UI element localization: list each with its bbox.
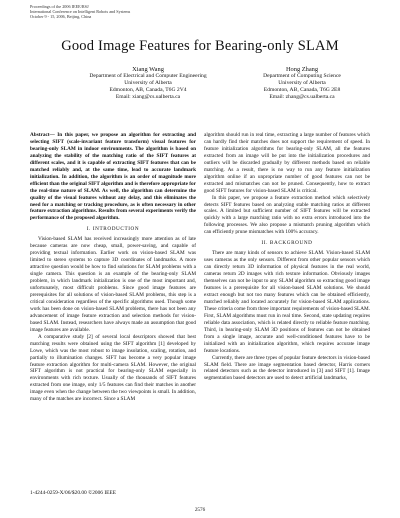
left-column — [30, 132, 196, 403]
paragraph: algorithm should run in real time, extracting a large number of features which can hardly find their matches does not support the requirement of speed. In feature initialization algorithms for bearing-only SLAM, all the features extracted from an image will be put into the initialization procedures and outliers will be discarded gradually by different methods based on reliable matching. As a result, there is no way to run any feature initialization algorithm online if an unpropriate number of good features can not be extracted and mismatches can not be pruned. Consequently, how to extract good SIFT features for vision-based SLAM is critical. — [204, 132, 370, 194]
proceedings-line-1: Proceedings of the 2006 IEEE/RSJ — [30, 4, 89, 9]
author-univ: University of Alberta — [124, 80, 172, 86]
page-number: 2576 — [194, 507, 206, 513]
author-block-1 — [58, 66, 238, 101]
author-email: Email: xiang@cs.ualberta.ca — [115, 94, 181, 100]
paragraph: There are many kinds of sensors to achieve SLAM. Vision-based SLAM uses cameras as the only sensors. Different from other popular sensors which can directly return 3D information of physical features in the real world, cameras return 2D images with rich texture information. Obviously images themselves can not be input to any SLAM algorithm so extracting good image features is a prerequisite for all vision-based SLAM solutions. We should extract enough but not too many features which can be obtained efficiently, matched reliably and located accurately for vision-based SLAM applications. These criteria come from three important requirements of vision-based SLAM. First, SLAM algorithms must run in real time. Second, state updating requires reliable data association, which is related directly to reliable feature matching. Third, in bearing-only SLAM 3D positions of features can not be obtained from a single image, accurate and well-conditioned features have to be initialized with an initialization algorithm, which requires accurate image feature locations. — [204, 250, 370, 354]
proceedings-line-2: International Conference on Intelligent Robots and Systems — [30, 9, 131, 15]
author-email: Email: zhang@cs.ualberta.ca — [269, 94, 335, 100]
section-heading-background: II. BACKGROUND — [261, 240, 313, 247]
paper-title: Good Image Features for Bearing-only SLAM — [61, 38, 339, 54]
isbn-footer: 1-4244-0259-X/06/$20.00 ©2006 IEEE — [30, 490, 116, 496]
paragraph: In this paper, we propose a feature extraction method which selectively detects SIFT features based on analyzing stable matching ratios at different scales. A limited but sufficient number of SIFT features will be extracted quickly with a large matching ratio with no extra errors introduced into the following processes. We also propose a mismatch pruning algorithm which can efficiently prune mismatches with 100% accuracy. — [204, 194, 370, 236]
author-univ: University of Alberta — [278, 80, 326, 86]
paragraph: Currently, there are three types of popular feature detectors in vision-based SLAM field. There are image segmentation based detector, Harris corners related detectors such as the detector introduced in [3] and SIFT [1]. Image segmentation based detectors are used to detect artificial landmarks, — [204, 354, 370, 382]
proceedings-line-3: October 9 - 15, 2006, Beijing, China — [30, 14, 92, 20]
author-dept: Department of Electrical and Computer Engineering — [89, 73, 207, 79]
right-column — [204, 132, 370, 382]
section-heading-introduction: I. INTRODUCTION — [86, 226, 140, 233]
paragraph: Vision-based SLAM has received increasingly more attention as of late because cameras are now cheap, small, power-saving, and capable of providing textual information. Earlier work on vision-based SLAM was limited to stereo systems to capture 3D coordinates of landmarks. A more attractive question would be how to find solutions for SLAM problems with a single camera. This question is an example of the bearing-only SLAM problem, in which landmark initialization is one of the most important and, unfortunately, most difficult problems. Since good image features are prerequisites for all solutions of vision-based SLAM problems, this step is a critical consideration regardless of the specific algorithms used. Though some work has been done on vision-based SLAM problems, there has not been any advancement of image feature extraction and selection methods for vision-based SLAM. Instead, researchers have always made an assumption that good image features are available. — [30, 236, 196, 333]
author-name: Xiang Wang — [132, 66, 164, 73]
author-address: Edmonton, AB, Canada, T6G 2V4 — [109, 87, 187, 93]
abstract: Abstract— In this paper, we propose an algorithm for extracting and selecting SIFT (scale-invariant feature transform) visual features for bearing-only SLAM in indoor environments. The algorithm is based on analyzing the stability of the matching ratio of the SIFT features at different scales, and it is capable of extracting SIFT features that can be matched reliably and, at the same time, lead to accurate landmark initialization. In addition, the algorithm is an order of magnitude more efficient than the original SIFT algorithm and is therefore appropriate for the real-time nature of SLAM. As well, the algorithm can determine the quality of the visual features without any delay, and this eliminates the need for a matching or tracking procedure, as is often necessary in other feature extraction algorithms. Results from several experiments verify the performance of the proposed algorithm. — [30, 132, 196, 222]
author-block-2 — [212, 66, 392, 101]
author-name: Hong Zhang — [285, 66, 319, 73]
proceedings-header — [30, 4, 130, 20]
author-address: Edmonton, AB, Canada, T6G 2E8 — [263, 87, 341, 93]
author-dept: Department of Computing Science — [263, 73, 341, 79]
paragraph: A comparative study [2] of several local descriptors showed that best matching results were obtained using the SIFT algorithm [1] developed by Lowe, which was the most robust to image insolation, scaling, rotation, and partially to illumination changes. SIFT has become a very popular image feature extraction algorithm for multi-camera SLAM. However, the original SIFT algorithm is not practical for bearing-only SLAM especially in environments with rich texture. Usually of the thousands of SIFT features extracted from one image, only 1/5 features can find their matches in another image even when the change between the two viewpoints is small. In addition, many of the matches are incorrect. Since a SLAM — [30, 333, 196, 403]
